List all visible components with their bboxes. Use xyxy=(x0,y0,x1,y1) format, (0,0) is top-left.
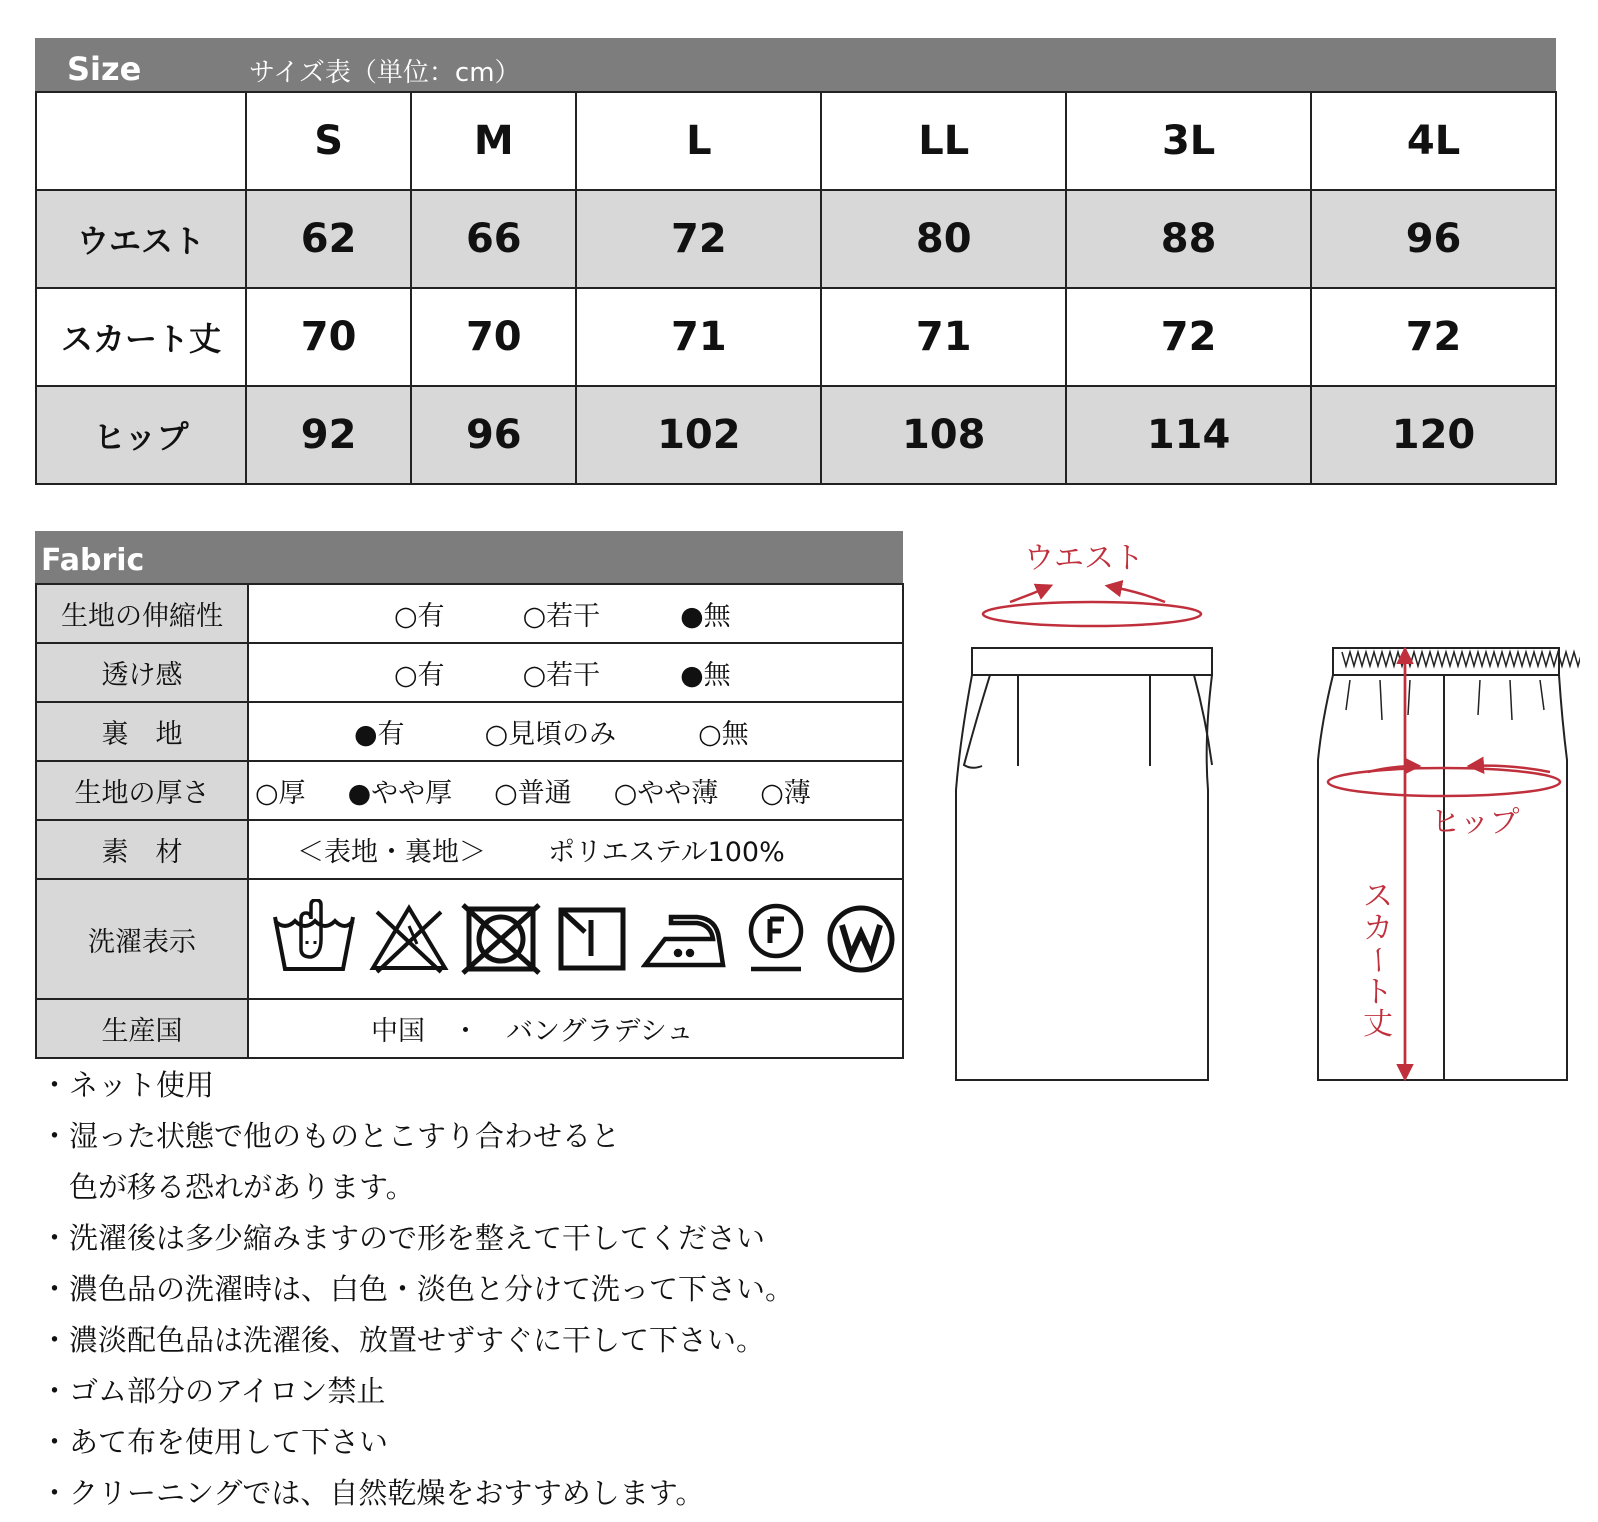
table-cell: 70 xyxy=(246,288,411,386)
fabric-row-care xyxy=(36,879,903,999)
fabric-row-lining xyxy=(36,702,903,761)
line-dry-shade-icon xyxy=(557,906,627,972)
row-label: 素 材 xyxy=(36,820,248,879)
table-cell: 71 xyxy=(821,288,1066,386)
row-label: スカート丈 xyxy=(36,288,246,386)
fabric-table xyxy=(35,583,904,1059)
option-text: ●有 xyxy=(354,719,405,750)
table-cell: 71 xyxy=(576,288,821,386)
front-skirt-drawing xyxy=(956,648,1212,1080)
size-title: Size xyxy=(67,50,142,88)
note-line: ・クリーニングでは、自然乾燥をおすすめします。 xyxy=(40,1476,705,1510)
row-label: 裏 地 xyxy=(36,702,248,761)
table-cell: 70 xyxy=(411,288,576,386)
option-text: ○有 xyxy=(394,660,445,691)
option-text: ○無 xyxy=(698,719,749,750)
length-label xyxy=(1360,879,1395,1042)
note-line: ・ネット使用 xyxy=(40,1068,215,1102)
table-cell: 72 xyxy=(1066,288,1311,386)
waist-measure xyxy=(983,586,1201,626)
row-label: 生地の厚さ xyxy=(36,761,248,820)
hip-label: ヒップ xyxy=(1430,805,1520,840)
option-cell xyxy=(248,761,903,820)
option-text: ○若干 xyxy=(522,660,601,691)
row-label: 透け感 xyxy=(36,643,248,702)
size-col-s: S xyxy=(246,92,411,190)
size-row-waist xyxy=(36,190,1556,288)
corner-cell xyxy=(36,92,246,190)
fabric-row-material xyxy=(36,820,903,879)
table-cell: 114 xyxy=(1066,386,1311,484)
table-cell: 92 xyxy=(246,386,411,484)
option-text: ○薄 xyxy=(760,778,811,809)
table-cell: 120 xyxy=(1311,386,1556,484)
length-label-char: 丈 xyxy=(1363,1007,1393,1042)
option-text: ●無 xyxy=(680,660,731,691)
row-label: ヒップ xyxy=(36,386,246,484)
fabric-row-stretch xyxy=(36,584,903,643)
option-text: ○有 xyxy=(394,601,445,632)
care-icons xyxy=(249,880,902,998)
front-skirt-body xyxy=(956,675,1212,1080)
note-line: ・濃色品の洗濯時は、白色・淡色と分けて洗って下さい。 xyxy=(40,1272,795,1306)
size-header-row xyxy=(36,92,1556,190)
front-waistband xyxy=(972,648,1212,675)
no-bleach-icon xyxy=(369,904,449,974)
table-cell: 62 xyxy=(246,190,411,288)
size-row-hip xyxy=(36,386,1556,484)
option-text: ○やや薄 xyxy=(613,778,719,809)
waist-label: ウエスト xyxy=(1024,541,1144,576)
length-label-char: ト xyxy=(1363,975,1393,1010)
row-label: ウエスト xyxy=(36,190,246,288)
material-value: ポリエステル100% xyxy=(548,837,785,868)
size-col-l: L xyxy=(576,92,821,190)
material-cell xyxy=(248,820,903,879)
hand-wash-icon xyxy=(271,899,357,979)
table-cell: 66 xyxy=(411,190,576,288)
table-cell: 72 xyxy=(1311,288,1556,386)
note-line: ・あて布を使用して下さい xyxy=(40,1425,389,1459)
fabric-title: Fabric xyxy=(41,543,145,578)
option-text: ●無 xyxy=(680,601,731,632)
material-part: ＜表地・裏地＞ xyxy=(297,837,486,868)
table-cell: 72 xyxy=(576,190,821,288)
size-table xyxy=(35,91,1557,485)
option-text: ○普通 xyxy=(494,778,572,809)
origin-value: 中国 ・ バングラデシュ xyxy=(248,999,903,1058)
wet-clean-w-icon xyxy=(825,903,897,975)
fabric-row-thickness xyxy=(36,761,903,820)
no-tumble-dry-icon xyxy=(461,903,541,975)
elastic-gathers xyxy=(1342,652,1580,666)
table-cell: 102 xyxy=(576,386,821,484)
size-col-m: M xyxy=(411,92,576,190)
back-skirt-drawing xyxy=(1318,648,1580,1080)
dry-clean-f-icon xyxy=(745,903,807,975)
size-header xyxy=(35,38,1556,91)
row-label: 洗濯表示 xyxy=(36,879,248,999)
option-text: ○見頃のみ xyxy=(484,719,617,750)
note-line: ・濃淡配色品は洗濯後、放置せずすぐに干して下さい。 xyxy=(40,1323,766,1357)
size-row-length xyxy=(36,288,1556,386)
size-col-3l: 3L xyxy=(1066,92,1311,190)
care-notes xyxy=(40,1060,794,1519)
fabric-row-origin xyxy=(36,999,903,1058)
size-col-ll: LL xyxy=(821,92,1066,190)
size-col-4l: 4L xyxy=(1311,92,1556,190)
length-label-char: カ xyxy=(1363,911,1393,946)
table-cell: 108 xyxy=(821,386,1066,484)
length-label-char: ー xyxy=(1360,945,1395,975)
note-line: 色が移る恐れがあります。 xyxy=(40,1170,415,1204)
note-line: ・ゴム部分のアイロン禁止 xyxy=(40,1374,386,1408)
table-cell: 96 xyxy=(1311,190,1556,288)
iron-low-icon xyxy=(641,909,727,969)
table-cell: 88 xyxy=(1066,190,1311,288)
fabric-header xyxy=(35,531,903,583)
option-text: ○厚 xyxy=(255,778,306,809)
row-label: 生地の伸縮性 xyxy=(36,584,248,643)
option-text: ○若干 xyxy=(522,601,601,632)
length-label-char: ス xyxy=(1363,879,1393,914)
table-cell: 96 xyxy=(411,386,576,484)
note-line: ・洗濯後は多少縮みますので形を整えて干してください xyxy=(40,1221,766,1255)
note-line: ・湿った状態で他のものとこすり合わせると xyxy=(40,1119,621,1153)
care-cell xyxy=(248,879,903,999)
row-label: 生産国 xyxy=(36,999,248,1058)
option-cell xyxy=(248,584,903,643)
table-cell: 80 xyxy=(821,190,1066,288)
measurement-diagram xyxy=(950,540,1580,1100)
option-cell xyxy=(248,643,903,702)
option-cell xyxy=(248,702,903,761)
size-subtitle: サイズ表（単位：cm） xyxy=(249,58,521,88)
option-text: ●やや厚 xyxy=(347,778,453,809)
fabric-row-sheer xyxy=(36,643,903,702)
